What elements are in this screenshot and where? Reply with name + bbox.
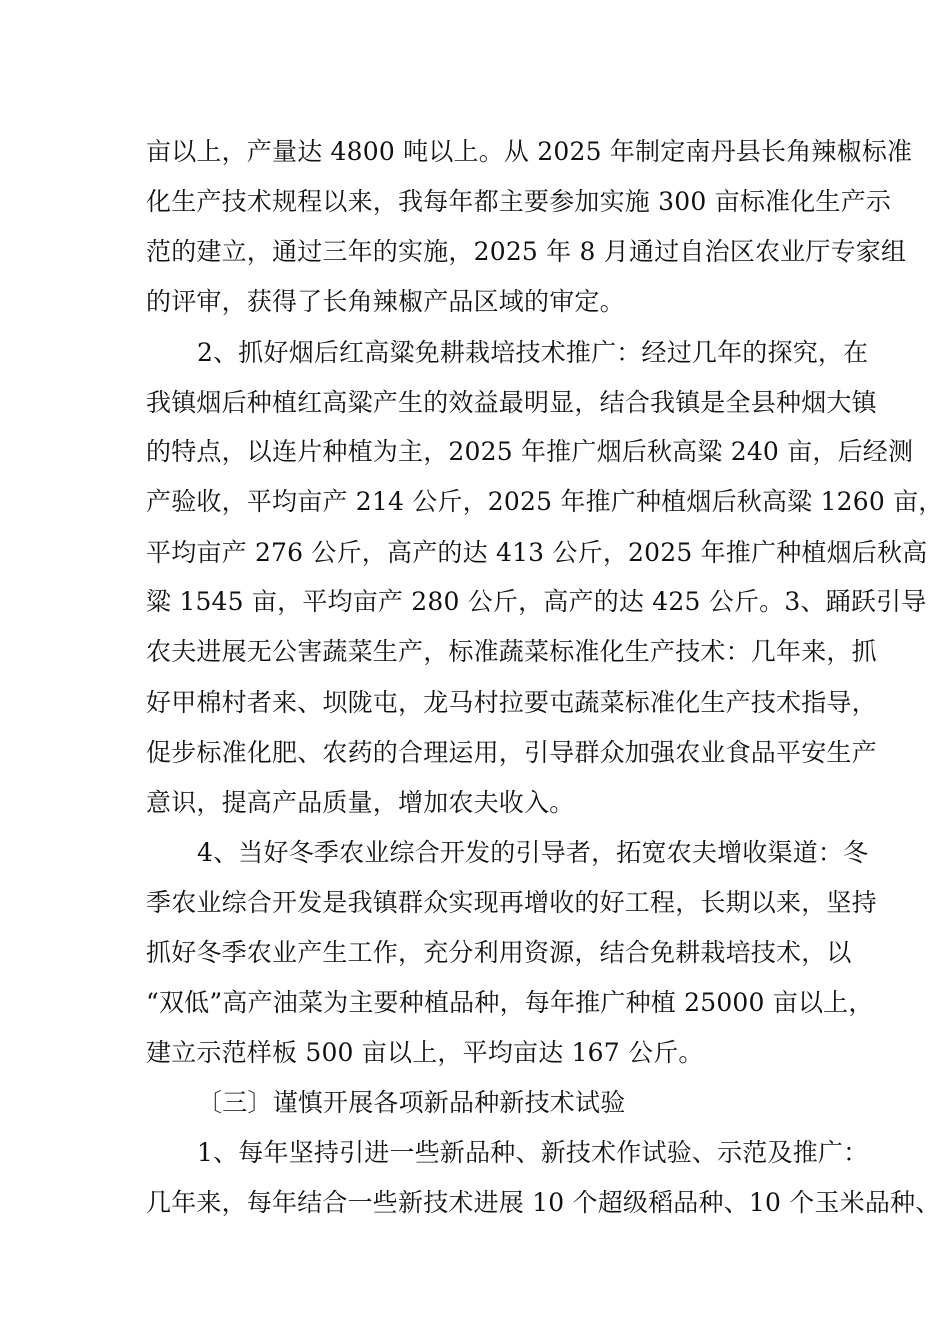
text-line: 好甲棉村者来、坝陇屯，龙马村拉要屯蔬菜标准化生产技术指导， [146, 688, 877, 717]
text-line: 的评审，获得了长角辣椒产品区域的审定。 [146, 287, 625, 316]
text-line: “双低”高产油菜为主要种植品种，每年推广种植 25000 亩以上， [146, 988, 874, 1017]
section-heading: 〔三〕谨慎开展各项新品种新技术试验 [197, 1088, 626, 1117]
paragraph-start-line: 2、抓好烟后红高粱免耕栽培技术推广：经过几年的探究，在 [197, 338, 869, 367]
text-line: 我镇烟后种植红高粱产生的效益最明显，结合我镇是全县种烟大镇 [146, 388, 877, 417]
text-line: 化生产技术规程以来，我每年都主要参加实施 300 亩标准化生产示 [146, 187, 892, 216]
text-line: 建立示范样板 500 亩以上，平均亩达 167 公斤。 [146, 1038, 704, 1067]
paragraph-start-line: 4、当好冬季农业综合开发的引导者，拓宽农夫增收渠道：冬 [197, 838, 869, 867]
text-line: 的特点，以连片种植为主，2025 年推广烟后秋高粱 240 亩，后经测 [146, 437, 914, 466]
text-line: 范的建立，通过三年的实施，2025 年 8 月通过自治区农业厅专家组 [146, 237, 907, 266]
text-line: 平均亩产 276 公斤，高产的达 413 公斤，2025 年推广种植烟后秋高 [146, 538, 928, 567]
text-line: 抓好冬季农业产生工作，充分利用资源，结合免耕栽培技术，以 [146, 938, 852, 967]
text-line: 农夫进展无公害蔬菜生产，标准蔬菜标准化生产技术：几年来，抓 [146, 637, 877, 666]
text-line: 亩以上，产量达 4800 吨以上。从 2025 年制定南丹县长角辣椒标准 [146, 137, 913, 166]
paragraph-start-line: 1、每年坚持引进一些新品种、新技术作试验、示范及推广： [197, 1138, 869, 1167]
text-line: 季农业综合开发是我镇群众实现再增收的好工程，长期以来，坚持 [146, 888, 877, 917]
text-line: 几年来，每年结合一些新技术进展 10 个超级稻品种、10 个玉米品种、 [146, 1188, 941, 1217]
text-line: 粱 1545 亩，平均亩产 280 公斤，高产的达 425 公斤。3、踊跃引导 [146, 587, 927, 616]
text-line: 产验收，平均亩产 214 公斤，2025 年推广种植烟后秋高粱 1260 亩， [146, 487, 944, 516]
text-line: 意识，提高产品质量，增加农夫收入。 [146, 788, 575, 817]
text-line: 促步标准化肥、农药的合理运用，引导群众加强农业食品平安生产 [146, 738, 877, 767]
